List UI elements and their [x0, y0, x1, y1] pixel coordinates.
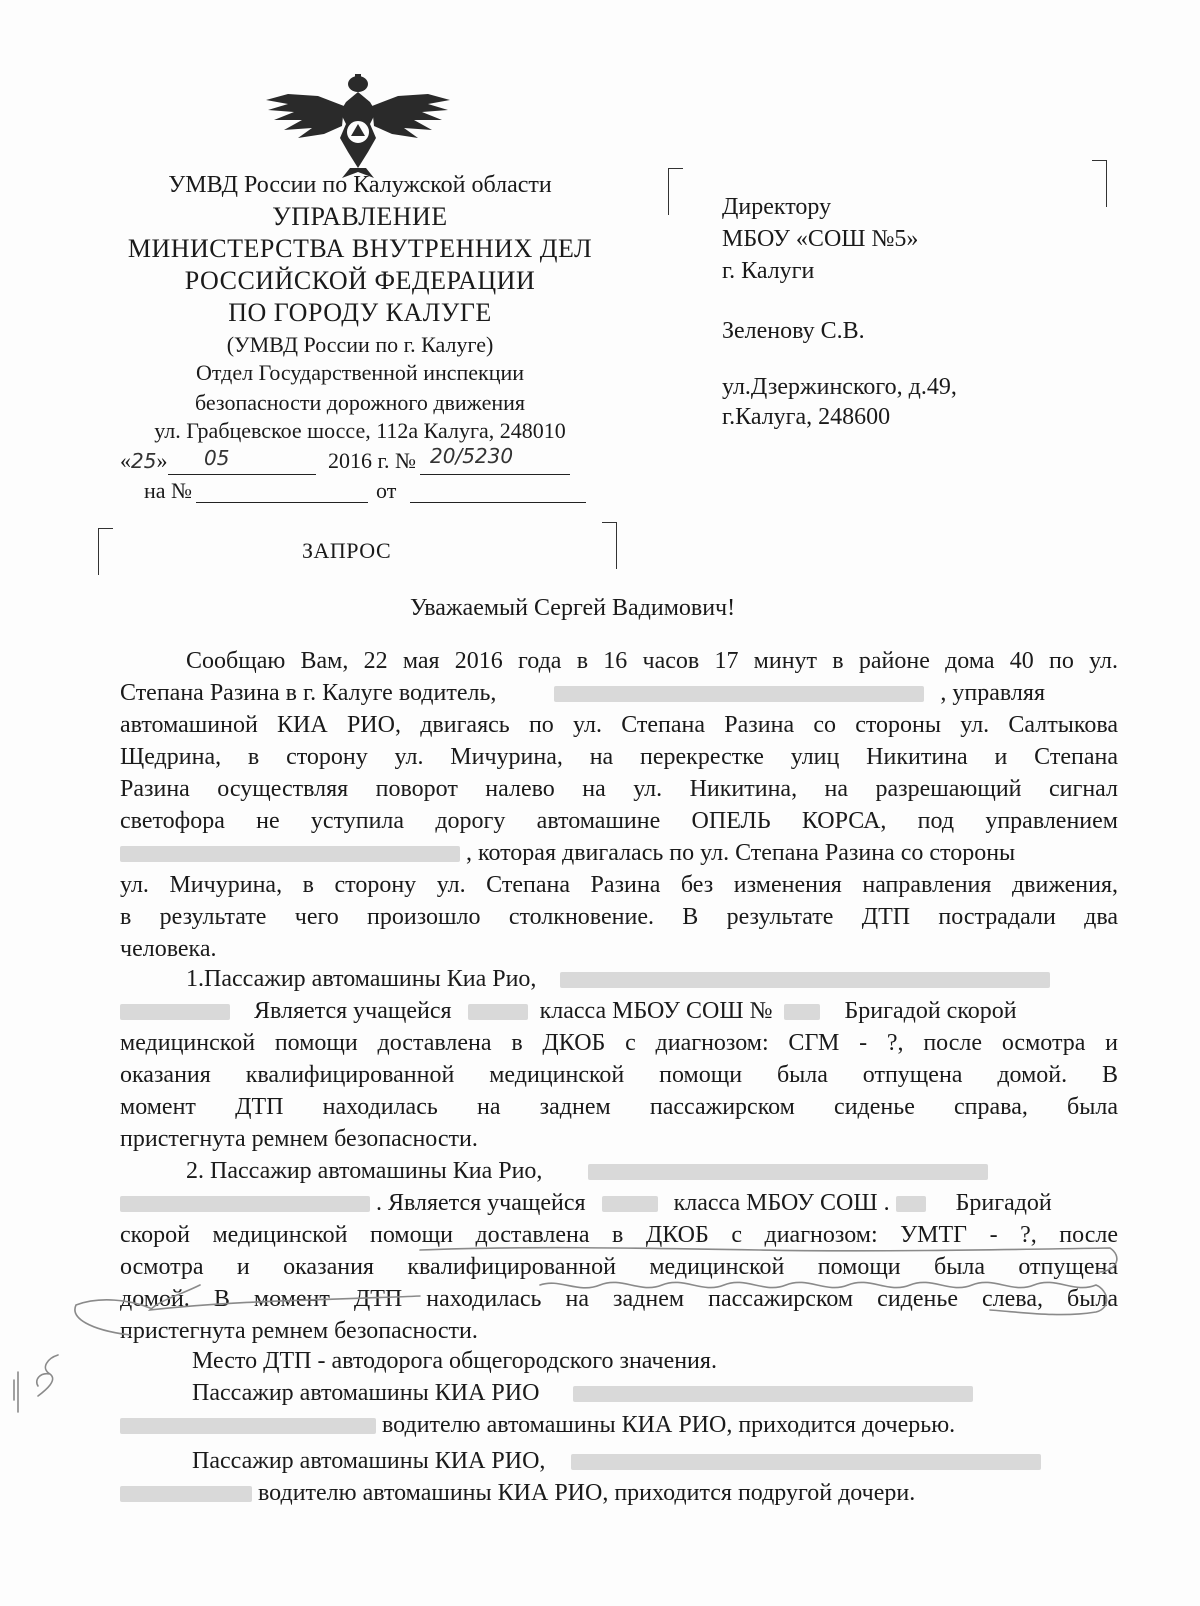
- body-text: Степана Разина в г. Калуге водитель,: [120, 680, 497, 706]
- body-line: [192, 1445, 1118, 1477]
- redacted-class: [468, 1004, 528, 1020]
- body-line: осмотра и оказания квалифицированной медицинской помощи была отпущена: [120, 1254, 1118, 1280]
- recipient-corner-right: [1092, 160, 1107, 207]
- body-text: Бригадой: [955, 1190, 1052, 1216]
- body-line: [120, 1187, 1118, 1219]
- redacted-name: [588, 1164, 988, 1180]
- header-abbrev: (УМВД России по г. Калуге): [226, 332, 494, 357]
- eagle-emblem-icon: [258, 72, 458, 180]
- reg-number: 20/5230: [430, 444, 514, 468]
- body-text: Бригадой скорой: [844, 998, 1017, 1024]
- body-text: Пассажир автомашины КИА РИО,: [192, 1448, 546, 1474]
- header-unit-line: Отдел Государственной инспекции: [195, 360, 525, 385]
- title-corner-right: [602, 522, 617, 569]
- redacted-class: [602, 1196, 658, 1212]
- body-line: автомашиной КИА РИО, двигаясь по ул. Степана Разина со стороны ул. Салтыкова: [120, 712, 1118, 738]
- body-line: медицинской помощи доставлена в ДКОБ с диагнозом: СГМ - ?, после осмотра и: [120, 1030, 1118, 1056]
- recipient-city: г. Калуги: [722, 258, 815, 284]
- body-line: Разина осуществляя поворот налево на ул. Никитина, на разрешающий сигнал: [120, 776, 1118, 802]
- header-unit-line: безопасности дорожного движения: [194, 390, 526, 415]
- body-text: класса МБОУ СОШ .: [673, 1190, 890, 1216]
- header-org-line: УМВД России по Калужской области: [168, 172, 552, 198]
- body-line: Щедрина, в сторону ул. Мичурина, на перекрестке улиц Никитина и Степана: [120, 744, 1118, 770]
- header-dept-line: РОССИЙСКОЙ ФЕДЕРАЦИИ: [184, 266, 536, 295]
- document-title: ЗАПРОС: [302, 538, 392, 563]
- redacted-name: [554, 686, 924, 702]
- recipient-school: МБОУ «СОШ №5»: [722, 226, 919, 252]
- date-close-quote: »: [156, 448, 168, 473]
- reg-number-underline: [420, 474, 570, 475]
- body-line: домой. В момент ДТП находилась на заднем пассажирском сиденье слева, была: [120, 1286, 1118, 1312]
- ref-ot-underline: [410, 502, 586, 503]
- date-underline: [168, 474, 316, 475]
- recipient-name: Зеленову С.В.: [722, 318, 865, 344]
- ref-na-label: на №: [144, 478, 193, 503]
- ref-ot-label: от: [376, 478, 397, 503]
- greeting: Уважаемый Сергей Вадимович!: [410, 595, 736, 621]
- body-line: [192, 1377, 1118, 1409]
- body-text: Пассажир автомашины КИА РИО: [192, 1380, 540, 1406]
- body-text: водителю автомашины КИА РИО, приходится подругой дочери.: [258, 1480, 916, 1506]
- date-line: [120, 448, 167, 474]
- body-line: [120, 1409, 1118, 1441]
- body-line: человека.: [120, 936, 217, 962]
- body-line: [120, 677, 1118, 709]
- body-text: , управляя: [940, 680, 1045, 706]
- redacted-school: [784, 1004, 820, 1020]
- body-line: [186, 1155, 1118, 1187]
- redacted-name: [120, 846, 460, 862]
- redacted-name: [571, 1454, 1041, 1470]
- date-open-quote: «: [120, 448, 131, 473]
- body-line: Сообщаю Вам, 22 мая 2016 года в 16 часов 17 минут в районе дома 40 по ул.: [186, 648, 1118, 674]
- redacted-school: [896, 1196, 926, 1212]
- body-line: [186, 963, 1118, 995]
- body-line: Место ДТП - автодорога общегородского значения.: [192, 1348, 717, 1374]
- body-line: [120, 995, 1118, 1027]
- redacted-name: [120, 1418, 376, 1434]
- redacted-name: [120, 1486, 252, 1502]
- body-line: оказания квалифицированной медицинской помощи была отпущена домой. В: [120, 1062, 1118, 1088]
- recipient-address: г.Калуга, 248600: [722, 404, 891, 430]
- body-text: . Является учащейся: [376, 1190, 586, 1216]
- redacted-name: [560, 972, 1050, 988]
- body-line: светофора не уступила дорогу автомашине ОПЕЛЬ КОРСА, под управлением: [120, 808, 1118, 834]
- header-dept-line: МИНИСТЕРСТВА ВНУТРЕННИХ ДЕЛ: [127, 234, 593, 263]
- recipient-address: ул.Дзержинского, д.49,: [722, 374, 957, 400]
- body-text: 2. Пассажир автомашины Киа Рио,: [186, 1158, 543, 1184]
- body-line: в результате чего произошло столкновение. В результате ДТП пострадали два: [120, 904, 1118, 930]
- body-line: [120, 837, 1118, 869]
- date-day: 25: [131, 449, 157, 473]
- body-text: класса МБОУ СОШ №: [539, 998, 773, 1024]
- title-corner-left: [98, 528, 113, 575]
- body-text: Является учащейся: [254, 998, 452, 1024]
- body-text: 1.Пассажир автомашины Киа Рио,: [186, 966, 537, 992]
- body-text: , которая двигалась по ул. Степана Разина со стороны: [466, 840, 1016, 866]
- date-year-label: 2016 г. №: [328, 448, 417, 473]
- date-month: 05: [204, 446, 230, 470]
- redacted-name: [573, 1386, 973, 1402]
- recipient-corner-left: [668, 168, 683, 215]
- redacted-name: [120, 1004, 230, 1020]
- body-line: момент ДТП находилась на заднем пассажирском сиденье справа, была: [120, 1094, 1118, 1120]
- body-line: скорой медицинской помощи доставлена в ДКОБ с диагнозом: УМТГ - ?, после: [120, 1222, 1118, 1248]
- header-dept-line: ПО ГОРОДУ КАЛУГЕ: [228, 298, 492, 327]
- body-text: водителю автомашины КИА РИО, приходится дочерью.: [382, 1412, 956, 1438]
- header-dept-line: УПРАВЛЕНИЕ: [272, 202, 448, 231]
- recipient-title: Директору: [722, 194, 832, 220]
- body-line: пристегнута ремнем безопасности.: [120, 1318, 478, 1344]
- header-address: ул. Грабцевское шоссе, 112а Калуга, 248010: [154, 418, 566, 443]
- ref-na-underline: [196, 502, 368, 503]
- body-line: пристегнута ремнем безопасности.: [120, 1126, 478, 1152]
- body-line: [120, 1477, 1118, 1509]
- redacted-name: [120, 1196, 370, 1212]
- body-line: ул. Мичурина, в сторону ул. Степана Разина без изменения направления движения,: [120, 872, 1118, 898]
